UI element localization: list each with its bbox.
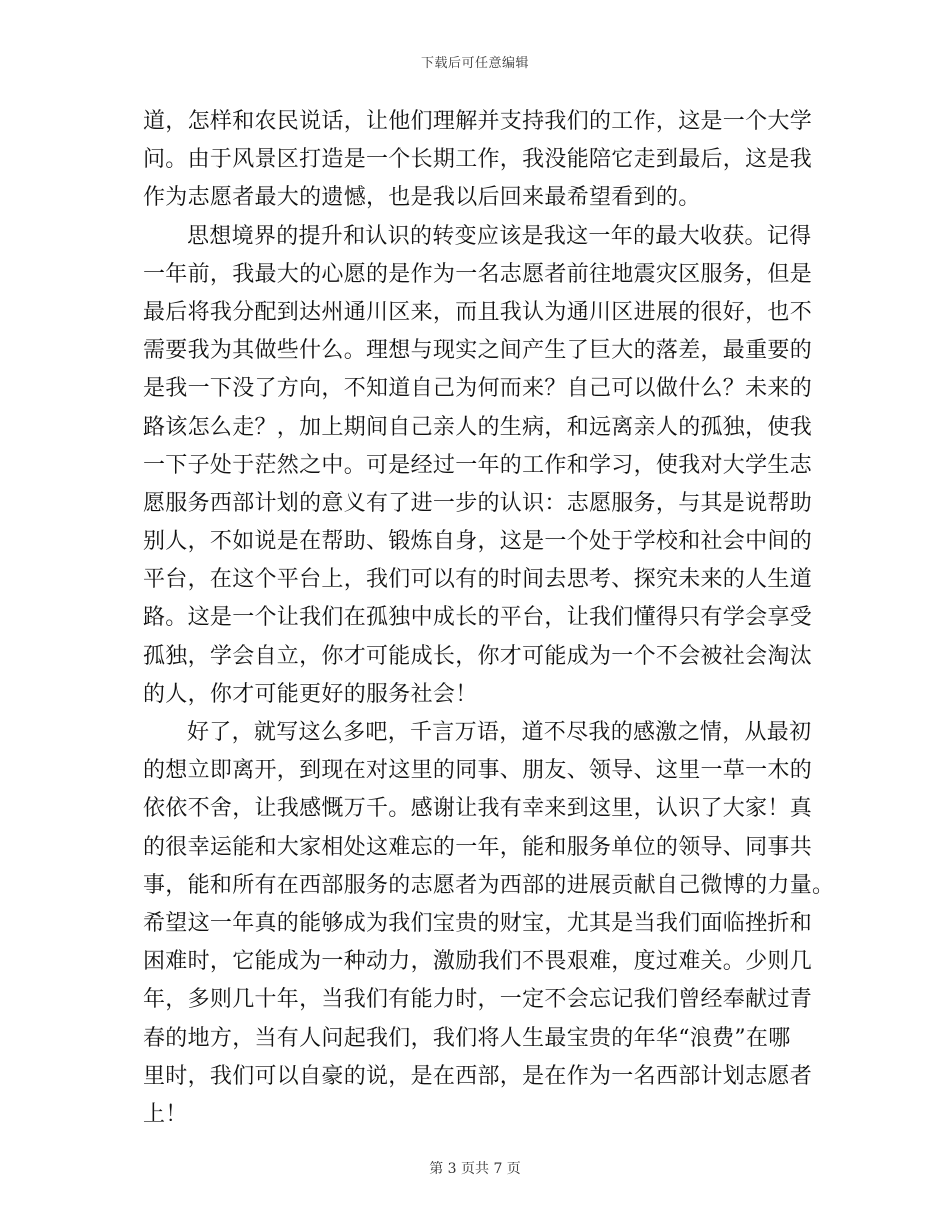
- body-line: 一下子处于茫然之中。可是经过一年的工作和学习，使我对大学生志: [143, 452, 813, 478]
- body-line: 依依不舍，让我感慨万千。感谢让我有幸来到这里，认识了大家！真: [143, 796, 813, 822]
- body-line: 平台，在这个平台上，我们可以有的时间去思考、探究未来的人生道: [143, 567, 813, 593]
- body-line: 是我一下没了方向，不知道自己为何而来？自己可以做什么？未来的: [143, 376, 813, 402]
- body-line: 困难时，它能成为一种动力，激励我们不畏艰难，度过难关。少则几: [143, 949, 813, 975]
- body-line: 事，能和所有在西部服务的志愿者为西部的进展贡献自己微博的力量。: [143, 872, 835, 898]
- body-line: 一年前，我最大的心愿的是作为一名志愿者前往地震灾区服务，但是: [143, 261, 813, 287]
- body-line: 的很幸运能和大家相处这难忘的一年，能和服务单位的领导、同事共: [143, 834, 813, 860]
- body-line: 别人，不如说是在帮助、锻炼自身，这是一个处于学校和社会中间的: [143, 529, 813, 555]
- paragraph-start-line: 思想境界的提升和认识的转变应该是我这一年的最大收获。记得: [187, 223, 812, 249]
- body-line: 年，多则几十年，当我们有能力时，一定不会忘记我们曾经奉献过青: [143, 987, 813, 1013]
- body-line: 问。由于风景区打造是一个长期工作，我没能陪它走到最后，这是我: [143, 147, 813, 173]
- body-line: 需要我为其做些什么。理想与现实之间产生了巨大的落差，最重要的: [143, 338, 813, 364]
- body-line: 道，怎样和农民说话，让他们理解并支持我们的工作，这是一个大学: [143, 109, 813, 134]
- body-line: 春的地方，当有人问起我们，我们将人生最宝贵的年华“浪费”在哪: [143, 1025, 791, 1051]
- paragraph-start-line: 好了，就写这么多吧，千言万语，道不尽我的感激之情，从最初: [187, 720, 812, 745]
- body-line: 作为志愿者最大的遗憾，也是我以后回来最希望看到的。: [143, 185, 701, 211]
- body-line: 最后将我分配到达州通川区来，而且我认为通川区进展的很好，也不: [143, 299, 813, 325]
- body-line: 希望这一年真的能够成为我们宝贵的财宝，尤其是当我们面临挫折和: [143, 910, 813, 936]
- page-header-note: 下载后可任意编辑: [420, 56, 529, 71]
- document-body: [143, 103, 835, 1134]
- body-line: 的想立即离开，到现在对这里的同事、朋友、领导、这里一草一木的: [143, 758, 813, 784]
- body-line: 路该怎么走？，加上期间自己亲人的生病，和远离亲人的孤独，使我: [143, 414, 813, 440]
- body-line: 里时，我们可以自豪的说，是在西部，是在作为一名西部计划志愿者: [143, 1063, 813, 1089]
- page-number-footer: 第 3 页共 7 页: [429, 1161, 521, 1177]
- body-line: 的人，你才可能更好的服务社会！: [143, 681, 478, 707]
- body-line: 孤独，学会自立，你才可能成长，你才可能成为一个不会被社会淘汰: [143, 643, 813, 669]
- body-line: 愿服务西部计划的意义有了进一步的认识：志愿服务，与其是说帮助: [143, 490, 813, 516]
- body-line: 路。这是一个让我们在孤独中成长的平台，让我们懂得只有学会享受: [143, 605, 813, 631]
- body-line: 上！: [143, 1101, 188, 1127]
